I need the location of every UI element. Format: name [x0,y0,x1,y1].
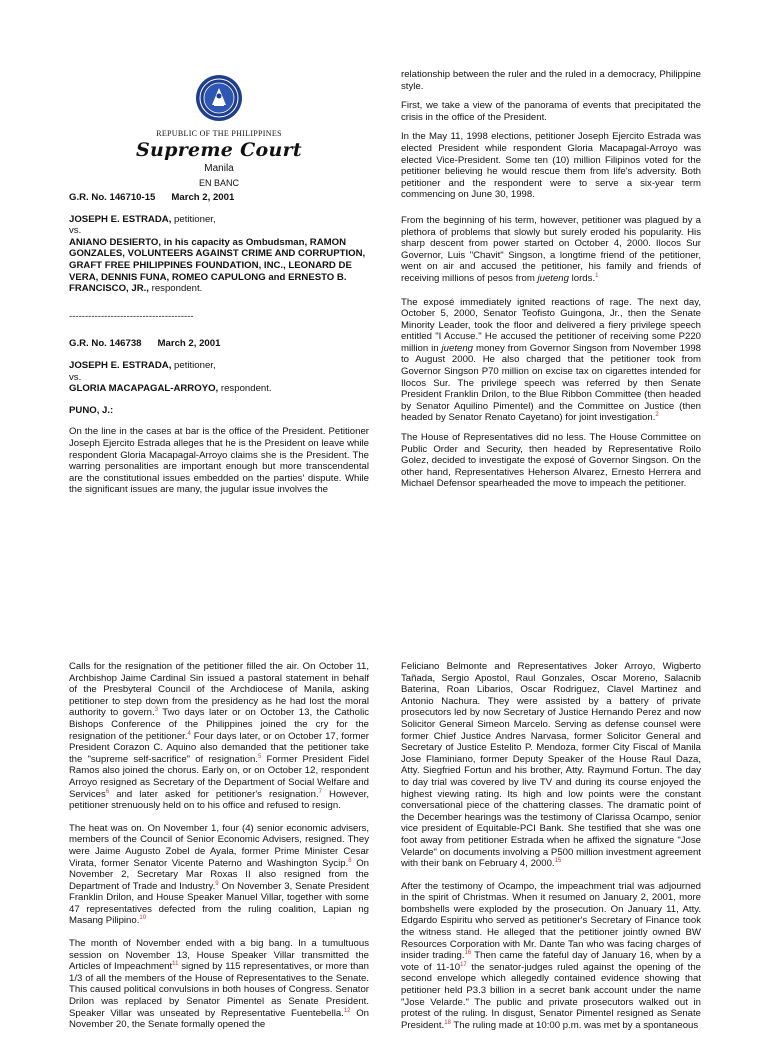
text-run: After the testimony of Ocampo, the impeachment trial was adjourned in the spirit of Christmas. When it resumed on January 2, 2001, more bombshells were exploded by the prosecution. On January 11, Atty. Edgardo Espiritu who served as petitioner's Secretary of Finance took the witness stand. He alleged that the petitioner jointly owned BW Resources Corporation with Mr. Dante Tan who was facing charges of insider trading. [401,880,701,962]
footnote-ref[interactable]: 10 [139,915,147,922]
paragraph [401,215,701,285]
paragraph [69,938,369,1031]
paragraph: The House of Representatives did no less. The House Committee on Public Order and Security, then headed by Representative Roilo Golez, decided to investigate the exposé of Governor Singson. On the other hand, Representatives Heherson Alvarez, Ernesto Herrera and Michael Defensor spearheaded the move to impeach the petitioner. [401,432,701,490]
footnote-ref[interactable]: 4 [187,730,191,737]
case1-gr-number: G.R. No. 146710-15 March 2, 2001 [69,192,235,203]
case1-petitioner-role: petitioner, [171,213,216,225]
italic-term: jueteng [537,272,569,284]
text-run: and later asked for petitioner's resignation. [109,788,319,800]
text-run: The ruling made at 10:00 p.m. was met by a spontaneous [450,1019,699,1031]
case1-respondents-role: respondent. [148,283,203,295]
case2-petitioner-name: JOSEPH E. ESTRADA, [69,359,172,371]
case1-petitioner-name: JOSEPH E. ESTRADA, [69,213,172,225]
footnote-ref[interactable]: 8 [348,857,352,864]
footnote-ref[interactable]: 18 [444,1019,451,1026]
republic-label: REPUBLIC OF THE PHILIPPINES [156,129,282,138]
text-run: The heat was on. On November 1, four (4) senior economic advisers, members of the Council of Senior Economic Advisers, resigned. They were Jaime Augusto Zobel de Ayala, former Prime Minister Cesar Virata, former Senator Vicente Paterno and Washington Sycip. [69,822,369,869]
text-run: On November 2, Secretary Mar Roxas II also resigned from the Department of Trade and Industry. [69,857,369,892]
text-run: On November 3, Senate President Franklin Drilon, and House Speaker Manuel Villar, together with some 47 representatives defected from the ruling coalition, Lapian ng Masang Pilipino. [69,880,369,927]
page1-right-column [401,69,701,498]
paragraph [69,823,369,927]
footnote-ref[interactable]: 11 [172,961,179,968]
footnote-ref[interactable]: 1 [595,272,599,279]
case2-vs: vs. [69,371,82,383]
paragraph: relationship between the ruler and the ruled in a democracy, Philippine style. [401,69,701,92]
court-header [69,74,369,188]
paragraph [401,661,701,870]
text-run: Then came the fateful day of January 16, when by a vote of 11-10 [401,950,701,973]
case1-vs: vs. [69,225,82,237]
case2-gr-number: G.R. No. 146738 March 2, 2001 [69,338,221,350]
footnote-ref[interactable]: 3 [154,707,159,714]
court-name: Supreme Court [135,139,303,161]
footnote-ref[interactable]: 17 [460,961,467,968]
text-run: signed by 115 representatives, or more than 1/3 of all the members of the House of Representatives to the Senate. This caused political convulsions in both houses of Congress. Senator Drilon was replaced by Senator Pimentel as Senate President. Speaker Villar was unseated by Representative Fuentebella. [69,961,369,1019]
footnote-ref[interactable]: 12 [343,1007,351,1014]
footnote-ref[interactable]: 5 [257,753,262,760]
paragraph: First, we take a view of the panorama of events that precipitated the crisis in the office of the President. [401,100,701,123]
text-run: Two days later or on October 13, the Catholic Bishops Conference of the Philippines joined the cry for the resignation of the petitioner. [69,707,369,742]
paragraph [69,661,369,812]
text-run: Four days later, or on October 17, former President Corazon C. Aquino also demanded that the petitioner take the "supreme self-sacrifice" of resignation. [69,730,369,765]
text-run: lords. [568,272,596,284]
footnote-ref[interactable]: 6 [105,788,110,795]
court-city: Manila [204,163,234,174]
footnote-ref[interactable]: 9 [215,880,219,887]
case1-respondents-names: ANIANO DESIERTO, in his capacity as Ombudsman, RAMON GONZALES, VOLUNTEERS AGAINST CRIME AND CORRUPTION, GRAFT FREE PHILIPPINES FOUNDATION, INC., LEONARD DE VERA, DENNIS FUNA, ROMEO CAPULONG and ERNESTO B. FRANCISCO, JR., [69,236,366,295]
case-divider: --------------------------------------- [69,310,194,322]
paragraph [401,297,701,425]
case2-parties [69,360,369,395]
decision-author: PUNO, J.: [69,404,114,416]
text-run: However, petitioner strenuously held on to his office and refused to resign. [69,788,370,812]
page1-left-column [69,192,369,504]
text-run: Former President Fidel Ramos also joined the chorus. Early on, or on October 12, respondent Arroyo resigned as Secretary of the Department of Social Welfare and Services [69,753,370,800]
text-run: money from Governor Singson from November 1998 to August 2000. He also charged that the petitioner took from Governor Singson P70 million on excise tax on cigarettes intended for Ilocos Sur. The privilege speech was referred by then Senate President Franklin Drilon, to the Blue Ribbon Committee (then headed by Senator Aquilino Pimentel) and the Committee on Justice (then headed by Senator Renato Cayetano) for joint investigation. [401,342,701,424]
paragraph: In the May 11, 1998 elections, petitioner Joseph Ejercito Estrada was elected President while respondent Gloria Macapagal-Arroyo was elected Vice-President. Some ten (10) million Filipinos voted for the petitioner believing he would rescue them from life's adversity. Both petitioner and the respondent were to serve a six-year term commencing on June 30, 1998. [401,131,701,201]
footnote-ref[interactable]: 15 [554,857,562,864]
case2-respondent-name: GLORIA MACAPAGAL-ARROYO, [69,383,219,395]
case2-respondent-role: respondent. [218,383,272,395]
paragraph [401,881,701,1032]
document-page-2 [0,655,768,1031]
text-run: From the beginning of his term, however, petitioner was plagued by a plethora of problems that slowly but surely eroded his popularity. His sharp descent from power started on October 4, 2000. Ilocos Sur Governor, Luis "Chavit" Singson, a longtime friend of the petitioner, went on air and accused the petitioner, his family and friends of receiving millions of pesos from [401,214,701,284]
footnote-ref[interactable]: 7 [318,788,322,795]
footnote-ref[interactable]: 2 [655,412,659,419]
court-division: EN BANC [198,178,239,188]
page2-right-column [401,661,701,1039]
supreme-court-seal-icon [195,74,243,122]
paragraph: On the line in the cases at bar is the office of the President. Petitioner Joseph Ejercito Estrada alleges that he is the President on leave while respondent Gloria Macapagal-Arroyo claims she is the President. The warring personalities are important enough but more transcendental are the constitutional issues embedded on the parties' dispute. While the significant issues are many, the jugular issue involves the [69,426,369,496]
text-run: the senator-judges ruled against the opening of the second envelope which allegedly contained evidence showing that petitioner held P3.3 billion in a secret bank account under the name "Jose Velarde." The public and private prosecutors walked out in protest of the ruling. In disgust, Senator Pimentel resigned as Senate President. [401,961,702,1031]
page2-left-column [69,661,369,1039]
text-run: On November 20, the Senate formally opened the [69,1007,369,1031]
case2-petitioner-role: petitioner, [171,359,216,371]
text-run: The exposé immediately ignited reactions of rage. The next day, October 5, 2000, Senator Teofisto Guingona, Jr., then the Senate Minority Leader, took the floor and delivered a fiery privilege speech entitled "I Accuse." He accused the petitioner of receiving some P220 million in [401,296,701,354]
text-run: Feliciano Belmonte and Representatives Joker Arroyo, Wigberto Tañada, Sergio Apostol, Raul Gonzales, Oscar Moreno, Salacnib Baterina, Roan Libarios, Oscar Rodriguez, Clavel Martinez and Antonio Nachura. They were assisted by a battery of private prosecutors led by now Secretary of Justice Hernando Perez and now Solicitor General Simeon Marcelo. Serving as defense counsel were former Chief Justice Andres Narvasa, former Solicitor General and Secretary of Justice Estelito P. Mendoza, former City Fiscal of Manila Jose Flaminiano, former Deputy Speaker of the House Raul Daza, Atty. Siegfried Fortun and his brother, Atty. Raymund Fortun. The day to day trial was covered by live TV and during its course enjoyed the highest viewing rating. Its high and low points were the constant conversational piece of the chattering classes. The dramatic point of the December hearings was the testimony of Clarissa Ocampo, senior vice president of Equitable-PCI Bank. She testified that she was one foot away from petitioner Estrada when he affixed the signature "Jose Velarde" on documents involving a P500 million investment agreement with their bank on February 4, 2000. [401,661,701,870]
text-run: Calls for the resignation of the petitioner filled the air. On October 11, Archbishop Jaime Cardinal Sin issued a pastoral statement in behalf of the Presbyteral Council of the Archdiocese of Manila, asking petitioner to step down from the presidency as he had lost the moral authority to govern. [69,661,369,719]
text-run: The month of November ended with a big bang. In a tumultuous session on November 13, House Speaker Villar transmitted the Articles of Impeachment [69,938,369,973]
case1-parties [69,214,369,295]
footnote-ref[interactable]: 16 [464,950,472,957]
italic-term: jueteng [441,342,474,354]
